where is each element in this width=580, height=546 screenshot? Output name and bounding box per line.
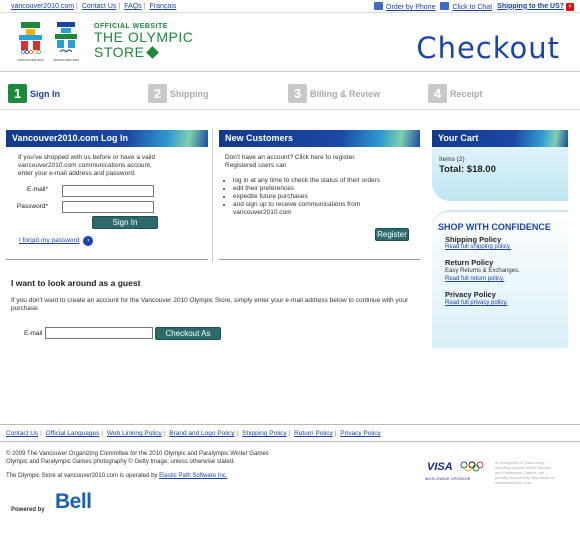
click-to-chat[interactable]: Click to Chat bbox=[440, 2, 492, 11]
link-faqs[interactable]: FAQs bbox=[124, 3, 142, 10]
maple-leaf-icon bbox=[147, 46, 160, 59]
shipping-policy-title: Shipping Policy bbox=[445, 235, 502, 244]
new-customers-benefits bbox=[225, 177, 385, 217]
worldwide-sponsor-text: WORLDWIDE SPONSOR bbox=[425, 477, 471, 481]
privacy-policy-title: Privacy Policy bbox=[445, 290, 496, 299]
olympic-store-logo[interactable]: OFFICIAL WEBSITE THE OLYMPIC STORE bbox=[94, 23, 194, 60]
step-sign-in: 1 Sign In bbox=[8, 84, 60, 103]
operated-by-text: The Olympic Store at vancouver2010.com is operated by Elastic Path Software Inc. bbox=[6, 473, 228, 479]
top-divider bbox=[0, 12, 580, 13]
login-intro: If you've shopped with us before or have a valid vancouver2010.com communications account, enter your e-mail address and password. bbox=[18, 154, 156, 177]
email-label: E-mail* bbox=[27, 186, 48, 193]
cart-header: Your Cart bbox=[432, 130, 568, 147]
footer-link-contact-us[interactable]: Contact Us bbox=[6, 430, 39, 437]
vancouver-2010-emblem: VANCOUVER 2010 bbox=[15, 20, 46, 62]
header-divider bbox=[0, 71, 580, 72]
copyright-text: © 2009 The Vancouver Organizing Committee for the 2010 Olympic and Paralympic Winter Games Olympic and Paralympic Games photography © Getty Image, unless otherwise stated. bbox=[6, 451, 269, 465]
login-bottom-divider bbox=[6, 259, 208, 260]
checkout-as-guest-button[interactable]: Checkout As Guest bbox=[155, 327, 221, 340]
steps-divider bbox=[0, 109, 580, 110]
elastic-path-link[interactable]: Elastic Path Software Inc. bbox=[159, 473, 228, 479]
login-panel-header: Vancouver2010.com Log In bbox=[6, 130, 208, 147]
forgot-password-link[interactable]: I forgot my password › bbox=[19, 236, 93, 246]
footer-top-divider bbox=[0, 424, 580, 425]
new-customers-bottom-divider bbox=[219, 259, 420, 260]
link-vancouver2010[interactable]: vancouver2010.com bbox=[11, 3, 75, 10]
list-item: • edit their preferences bbox=[233, 185, 385, 193]
powered-by-label: Powered by bbox=[11, 507, 45, 513]
close-icon[interactable]: × bbox=[566, 3, 574, 11]
footer-link-shipping-policy[interactable]: Shipping Policy bbox=[242, 430, 287, 437]
footer-links-divider bbox=[0, 441, 580, 442]
top-links: vancouver2010.com | Contact Us | FAQs | Français bbox=[11, 3, 177, 10]
paralympic-inukshuk-icon bbox=[50, 20, 82, 54]
page-title: Checkout bbox=[416, 31, 560, 65]
guest-email-label: E-mail bbox=[24, 330, 43, 337]
order-by-phone[interactable]: Order by Phone bbox=[374, 2, 435, 11]
guest-text: If you don't want to create an account for the Vancouver 2010 Olympic Store, simply enter your e-mail address below to continue with your purchase. bbox=[11, 297, 409, 312]
return-policy-text: Easy Returns & Exchanges. bbox=[445, 268, 520, 274]
chat-icon bbox=[440, 2, 449, 10]
step-shipping: 2 Shipping bbox=[148, 84, 209, 103]
paralympic-emblem: VANCOUVER 2010 bbox=[50, 20, 82, 62]
footer-link-privacy-policy[interactable]: Privacy Policy bbox=[340, 430, 381, 437]
password-label: Password* bbox=[16, 203, 48, 210]
phone-icon bbox=[374, 2, 383, 10]
new-customers-intro: Don't have an account? Click here to register. Registered users can bbox=[225, 154, 356, 169]
list-item: • log in at any time to check the status of their orders bbox=[233, 177, 385, 185]
step-billing-review: 3 Billing & Review bbox=[288, 84, 380, 103]
footer-link-return-policy[interactable]: Return Policy bbox=[294, 430, 333, 437]
link-francais[interactable]: Français bbox=[149, 3, 177, 10]
step-receipt: 4 Receipt bbox=[428, 84, 483, 103]
inukshuk-icon bbox=[15, 20, 46, 54]
list-item: • and sign up to receive communications from vancouver2010.com bbox=[233, 201, 385, 217]
shipping-policy-link[interactable]: Read full shipping policy. bbox=[445, 244, 511, 250]
olympic-rings-icon bbox=[460, 461, 484, 472]
register-button[interactable]: Register bbox=[375, 228, 409, 241]
cart-items: Items (2) bbox=[439, 156, 465, 163]
footer-links: Contact Us | Official Languages | Web Linking Policy | Brand and Logo Policy | Shipping Policy | Return Policy | Privacy Policy bbox=[6, 430, 381, 437]
return-policy-link[interactable]: Read full return policy. bbox=[445, 276, 505, 282]
footer-link-web-linking-policy[interactable]: Web Linking Policy bbox=[106, 430, 162, 437]
shipping-to-us[interactable]: Shipping to the US? × bbox=[497, 3, 574, 11]
guest-title: I want to look around as a guest bbox=[11, 278, 141, 288]
privacy-policy-link[interactable]: Read full privacy policy. bbox=[445, 300, 508, 306]
footer-link-official-languages[interactable]: Official Languages bbox=[45, 430, 100, 437]
sign-in-button[interactable]: Sign In bbox=[92, 216, 158, 229]
email-field[interactable] bbox=[62, 185, 154, 197]
cart-total: Total: $18.00 bbox=[439, 164, 496, 175]
arrow-right-icon[interactable]: › bbox=[83, 236, 93, 246]
visa-note: In recognition of Visa's long-standing support of the Olympic and Paralympic Games, we proudly accept only Visa cards on vancouver2010.com. bbox=[495, 460, 555, 485]
link-contact-us[interactable]: Contact Us bbox=[81, 3, 117, 10]
footer-link-brand-logo-policy[interactable]: Brand and Logo Policy bbox=[169, 430, 235, 437]
top-right-links bbox=[374, 2, 574, 11]
new-customers-header: New Customers bbox=[219, 130, 420, 147]
panel-divider bbox=[212, 128, 213, 262]
bell-logo: Bell bbox=[55, 490, 92, 513]
password-field[interactable] bbox=[62, 201, 154, 213]
list-item: • expedite future purchases bbox=[233, 193, 385, 201]
guest-email-field[interactable] bbox=[45, 327, 153, 339]
visa-logo: VISA bbox=[427, 461, 453, 473]
return-policy-title: Return Policy bbox=[445, 258, 494, 267]
confidence-title: SHOP WITH CONFIDENCE bbox=[438, 222, 551, 232]
